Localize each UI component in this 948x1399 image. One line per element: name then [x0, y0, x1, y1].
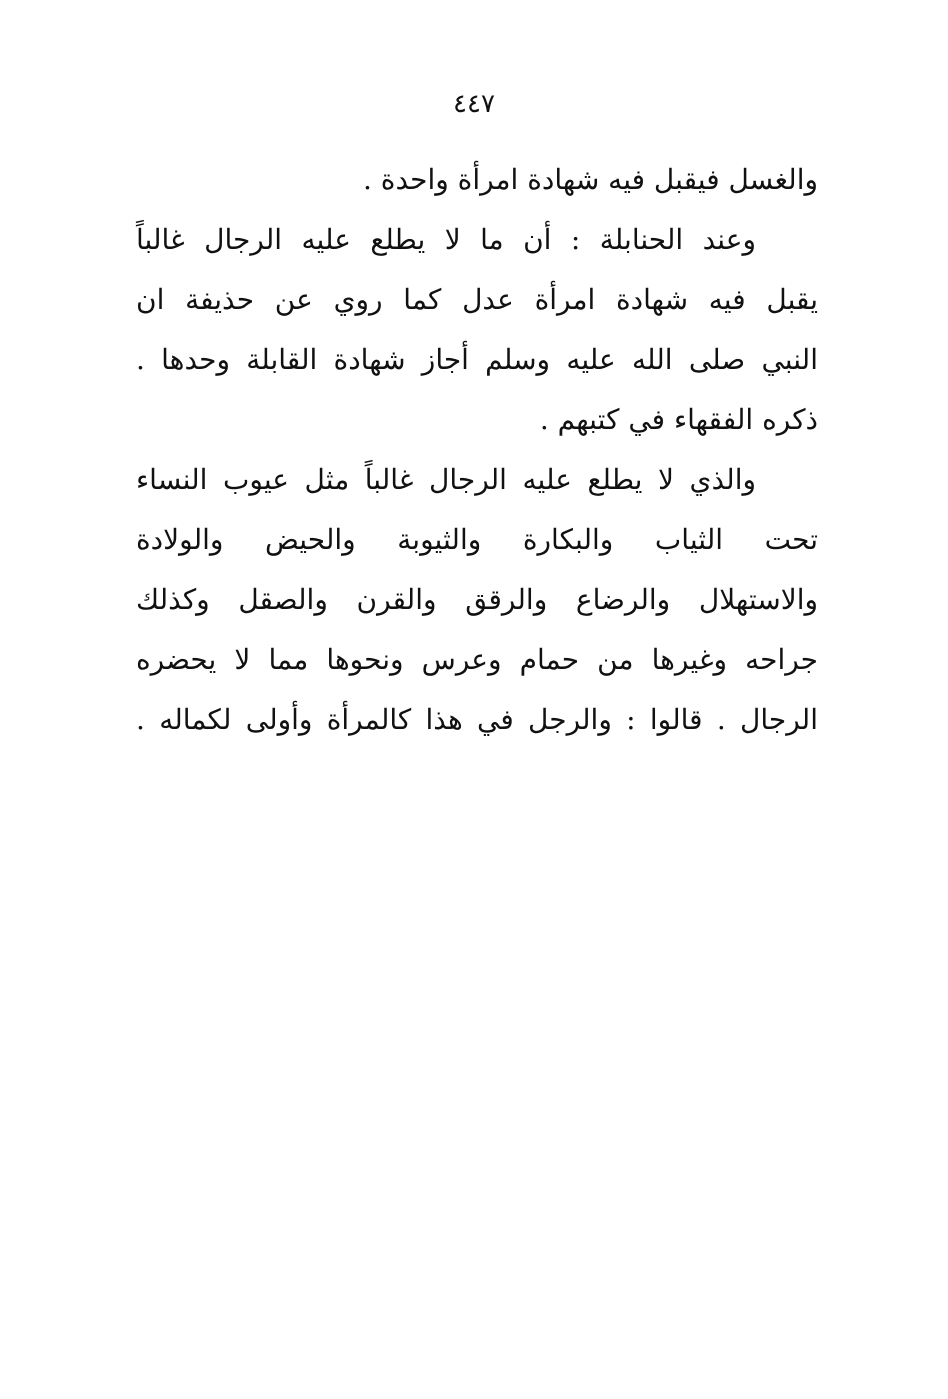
text-line-7: تحت الثياب والبكارة والثيوبة والحيض والولادة	[136, 523, 818, 556]
text-line-10: الرجال . قالوا : والرجل في هذا كالمرأة وأولى لكماله .	[136, 703, 818, 736]
text-line-5: ذكره الفقهاء في كتبهم .	[539, 403, 818, 436]
text-line-4: النبي صلى الله عليه وسلم أجاز شهادة القابلة وحدها .	[136, 343, 818, 376]
page-number: ٤٤٧	[453, 89, 495, 119]
text-line-1: والغسل فيقبل فيه شهادة امرأة واحدة .	[362, 163, 818, 196]
body-text	[136, 150, 818, 750]
text-line-2: وعند الحنابلة : أن ما لا يطلع عليه الرجال غالباً	[136, 223, 756, 256]
text-line-6: والذي لا يطلع عليه الرجال غالباً مثل عيوب النساء	[136, 463, 756, 496]
text-line-3: يقبل فيه شهادة امرأة عدل كما روي عن حذيفة ان	[136, 283, 818, 316]
text-line-9: جراحه وغيرها من حمام وعرس ونحوها مما لا يحضره	[136, 643, 818, 676]
text-line-8: والاستهلال والرضاع والرقق والقرن والصقل وكذلك	[136, 583, 818, 616]
